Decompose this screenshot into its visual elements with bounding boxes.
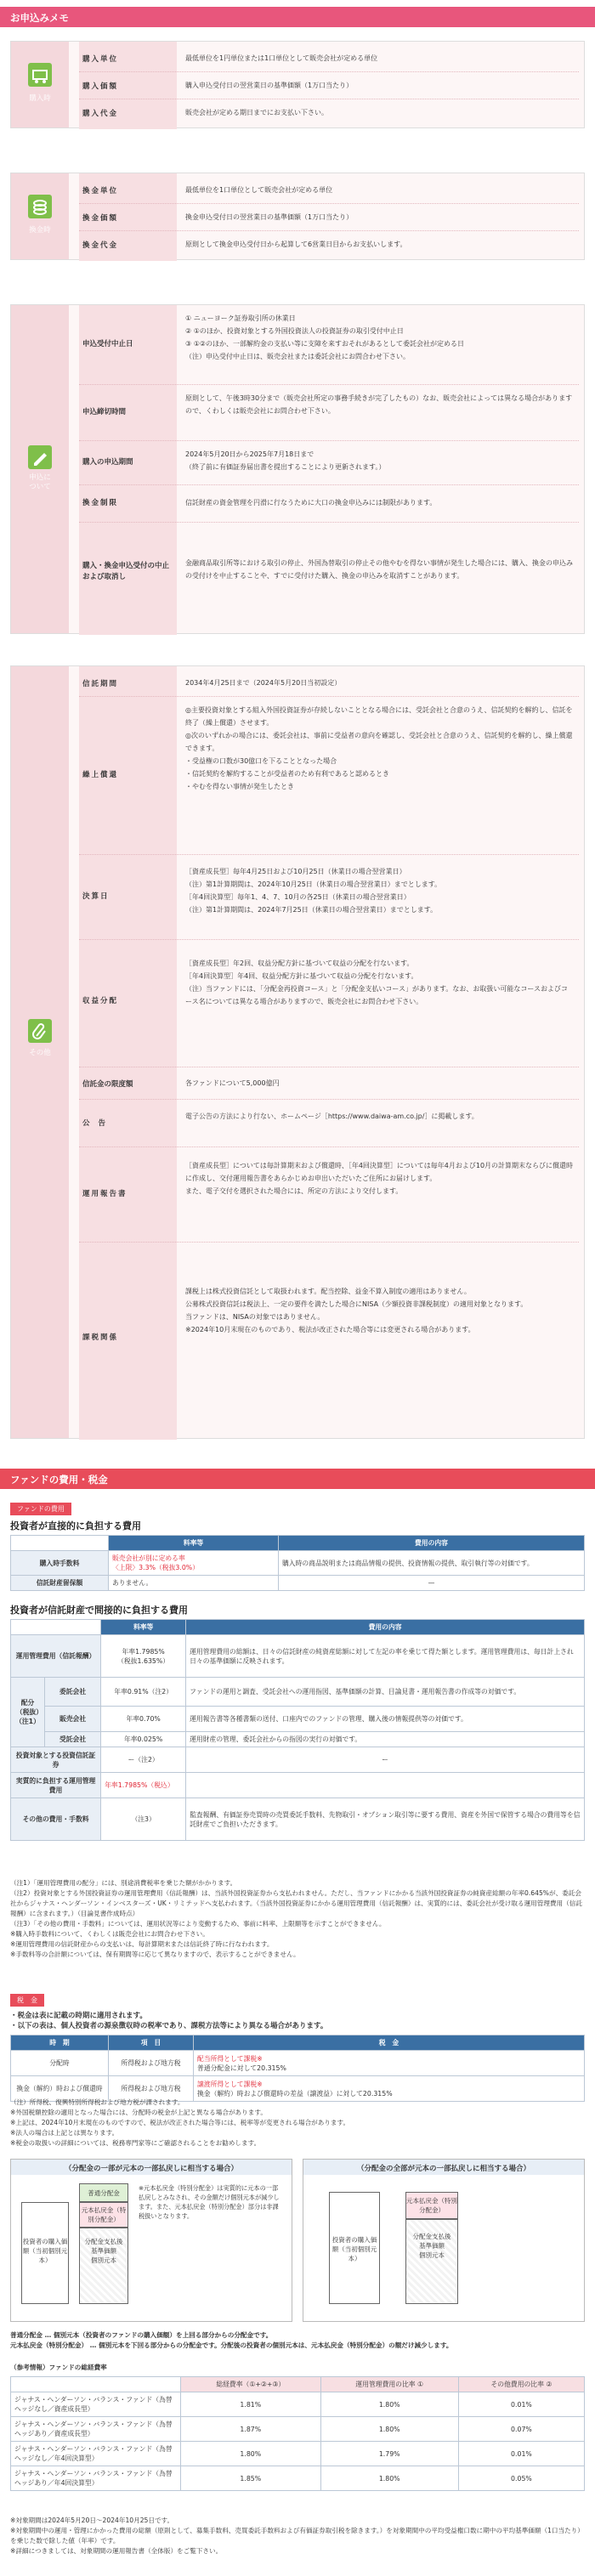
purchase-section bbox=[10, 41, 585, 128]
direct-fees-table: 料率等 費用の内容 購入時手数料 販売会社が別に定める率 〈上限〉3.3%（税抜3.0%） 購入時の商品説明または商品情報の提供、投資情報の提供、取引執行等の対価です。 信託財産留保額 ありません。 — bbox=[10, 1535, 585, 1591]
tax-notes: （注）所得税、復興特別所得税および地方税が課されます。 ※外国税額控除の適用となった場合には、分配時の税金が上記と異なる場合があります。 ※上記は、2024年10月末現在のものですので、税法が改正された場合等には、税率等が変更される場合があります。 ※法人の場合は上記とは異なります。 ※税金の取扱いの詳細については、税務専門家等にご確認されることをお勧めします。 bbox=[10, 2098, 350, 2147]
other-row-settlement: 決算日 ［資産成長型］毎年4月25日および10月25日（休業日の場合翌営業日） （注）第1計算期間は、2024年10月25日（休業日の場合翌営業日）までとします。 ［年4回決算型］毎年1、4、7、10月の各25日（休業日の場合翌営業日） （注）第1計算期間は、2024年7月25日（休業日の場合翌営業日）までとします。 bbox=[79, 855, 579, 940]
other-icon-column bbox=[11, 666, 69, 1438]
table-row: 分配時 所得税および地方税 配当所得として課税※ 普通分配金に対して20.315% bbox=[11, 2051, 585, 2076]
table-row: 実質的に負担する運用管理費用 年率1.7985%（税込） bbox=[11, 1773, 585, 1798]
table-row: 投資対象とする投資信託証券 ー（注2） ー bbox=[11, 1747, 585, 1773]
purchase-fee-rate: 販売会社が別に定める率 〈上限〉3.3%（税抜3.0%） bbox=[112, 1554, 199, 1571]
application-label: 申込に ついて bbox=[29, 473, 51, 491]
ref-notes: ※対象期間は2024年5月20日～2024年10月25日です。 ※対象期間中の運用・管理にかかった費用の総額（原則として、募集手数料、売買委託手数料および有価証券取引税を除きます。）を対象期間中の平均受益権口数に期中の平均基準価額（1口当たり）を乗じた数で除した値（年率）です。 ※詳細につきましては、対象期間の運用報告書（全体版）をご覧下さい。 bbox=[10, 2517, 584, 2555]
application-icon-column bbox=[11, 305, 69, 633]
distribution-diagram-partial: （分配金の一部が元本の一部払戻しに相当する場合） 投資者の購入価額（当初個別元本） 普通分配金 元本払戻金（特別分配金） 分配金支払後 基準価額 個別元本 ※元本払戻金（特別分配金）は実質的に元本の一部払戻しとみなされ、その金額だけ個別元本が減少します。また、元本払戻金（特別分配金）部分は非課税扱いとなります。 bbox=[10, 2159, 292, 2322]
application-section bbox=[10, 304, 585, 634]
other-row-distribution: 収益分配 ［資産成長型］年2回、収益分配方針に基づいて収益の分配を行ないます。 ［年4回決算型］年4回、収益分配方針に基づいて収益の分配を行ないます。 （注）当ファンドには、「分配金再投資コース」と「分配金支払いコース」があります。なお、お取扱い可能なコースおよびコース名については異なる場合がありますので、販売会社にお問合わせ下さい。 bbox=[79, 940, 579, 1067]
application-row-period: 購入の申込期間 2024年5月20日から2025年7月18日まで （終了前に有価証券届出書を提出することにより更新されます。） bbox=[79, 441, 579, 485]
post-distribution-box: 分配金支払後 基準価額 個別元本 bbox=[79, 2228, 128, 2304]
table-row: 換金（解約）時および償還時 所得税および地方税 譲渡所得として課税※ 換金（解約）時および償還時の差益（譲渡益）に対して20.315% bbox=[11, 2076, 585, 2102]
table-row: 受託会社 年率0.025% 運用財産の管理、委託会社からの指図の実行の対価です。 bbox=[11, 1732, 585, 1747]
fees-tag: ファンドの費用 bbox=[10, 1503, 71, 1515]
application-row-cutoff: 申込締切時間 原則として、午後3時30分まで（販売会社所定の事務手続きが完了したもの）なお、販売会社によっては異なる場合がありますので、くわしくは販売会社にお問合わせ下さい。 bbox=[79, 385, 579, 441]
other-row-notice: 公告 電子公告の方法により行ない、ホームページ［https://www.daiwa-am.co.jp/］に掲載します。 bbox=[79, 1100, 579, 1147]
other-row-early-redemption: 繰上償還 ◎主要投資対象とする組入外国投資証券が存続しないこととなる場合には、受託会社と合意のうえ、信託契約を解約し、信託を終了（繰上償還）させます。 ◎次のいずれかの場合には、委託会社は、事前に受益者の意向を確認し、受託会社と合意のうえ、信託契約を解約し、繰上償還できます。 ・受益権の口数が30億口を下ることとなった場合 ・信託契約を解約することが受益者のため有利であると認めるとき ・やむを得ない事情が発生したとき bbox=[79, 697, 579, 855]
application-row-cancel: 購入・換金申込受付の中止および取消し 金融商品取引所等における取引の停止、外国為替取引の停止その他やむを得ない事情が発生した場合には、購入、換金の申込みの受付けを中止することや、すでに受付けた購入、換金の申込みを取消すことがあります。 bbox=[82, 559, 573, 581]
tax-intro: ・税金は表に記載の時期に適用されます。 ・以下の表は、個人投資者の源泉徴収時の税率であり、課税方法等により異なる場合があります。 bbox=[10, 2012, 328, 2030]
redemption-section bbox=[10, 173, 585, 260]
tax-tag: 税 金 bbox=[10, 1994, 44, 2007]
other-row-tax: 課税関係 課税上は株式投資信託として取扱われます。配当控除、益金不算入制度の適用はありません。 公募株式投資信託は税法上、一定の要件を満たした場合にNISA（少額投資非課税制度）の適用対象となります。 当ファンドは、NISAの対象ではありません。 ※2024年10月末現在のものであり、税法が改正された場合等には変更される場合があります。 bbox=[82, 1288, 528, 1342]
shopping-cart-icon bbox=[28, 63, 52, 87]
purchase-row-payment: 購入代金 販売会社が定める期日までにお支払い下さい。 bbox=[82, 109, 328, 118]
table-row: ジャナス・ヘンダーソン・バランス・ファンド（為替ヘッジあり／資産成長型） 1.87% 1.80% 0.07% bbox=[11, 2417, 585, 2442]
table-row: 信託財産留保額 ありません。 — bbox=[11, 1576, 585, 1591]
direct-fees-title: 投資者が直接的に負担する費用 bbox=[10, 1520, 141, 1531]
other-section bbox=[10, 665, 585, 1439]
memo-title: お申込みメモ bbox=[0, 7, 595, 27]
table-row: 運用管理費用（信託報酬） 年率1.7985% （税抜1.635%） 運用管理費用の総額は、日々の信託財産の純資産総額に対して左記の率を乗じて得た額とします。運用管理費用は、毎日計上され日々の基準価額に反映されます。 bbox=[11, 1635, 585, 1678]
fee-notes: （注1）「運用管理費用の配分」には、別途消費税率を乗じた額がかかります。 （注2）投資対象とする外国投資証券の運用管理費用（信託報酬）は、当該外国投資証券から支払われません。ただし、当ファンドにかかる当該外国投資証券の純資産総額の年率0.645%が、委託会社からジャナス・ヘンダーソン・インベスターズ・UK・リミテッドへ支払われます。（当該外国投資証券にかかる運用管理費用（信託報酬）は、実質的には、委託会社が受け取る運用管理費用（信託報酬）に含まれます。）（目論見書作成時点） （注3）「その他の費用・手数料」については、運用状況等により変動するため、事前に料率、上限額等を示すことができません。 ※購入時手数料について、くわしくは販売会社にお問合わせ下さい。 ※運用管理費用の信託財産からの支払いは、毎計算期末または信託終了時に行なわれます。 ※手数料等の合計額については、保有期間等に応じて異なりますので、表示することができません。 bbox=[10, 1879, 582, 1958]
table-row: ジャナス・ヘンダーソン・バランス・ファンド（為替ヘッジあり／年4回決算型） 1.85% 1.80% 0.05% bbox=[11, 2466, 585, 2491]
purchase-row-unit: 購入単位 最低単位を1円単位または1口単位として販売会社が定める単位 bbox=[79, 45, 579, 72]
indirect-fees-title: 投資者が信託財産で間接的に負担する費用 bbox=[10, 1605, 188, 1616]
ref-title: （参考情報）ファンドの総経費率 bbox=[10, 2364, 107, 2371]
fees-title: ファンドの費用・税金 bbox=[0, 1469, 595, 1489]
redemption-row-proceeds: 換金代金 原則として換金申込受付日から起算して6営業日目からお支払いします。 bbox=[82, 241, 407, 250]
other-label: その他 bbox=[29, 1049, 51, 1057]
other-row-trust-limit: 信託金の限度額 各ファンドについて5,000億円 bbox=[79, 1067, 579, 1100]
purchase-row-price: 購入価額 購入申込受付日の翌営業日の基準価額（1万口当たり） bbox=[79, 72, 579, 99]
indirect-fees-table: 料率等 費用の内容 運用管理費用（信託報酬） 年率1.7985% （税抜1.635%） 運用管理費用の総額は、日々の信託財産の純資産総額に対して左記の率を乗じて得た額とします。運用管理費用は、毎日計上され日々の基準価額に反映されます。 配分（税抜）（注1） 委託会社 年率0.91%（注2） ファンドの運用と調査、受託会社への運用指図、基準価額の計算、目論見書・運用報告書の作成等の対価です。 販売会社 年率0.70% 運用報告書等各種書類の送付、口座内でのファンドの管理、購入後の情報提供等の対価です。 受託会社 年率0.025% 運用財産の管理、委託会社からの指図の実行の対価です。 投資対象とする投資信託証券 ー（注2） ー 実質的に負担する運用管理費用 年率1.7985%（税込） その他の費用・手数料 （注3） 監査報酬、有価証券売買時の売買委託手数料、先物取引・オプション取引等に要する費用、資産を外国で保管する場合の費用等を信託財産でご負担いただきます。 bbox=[10, 1619, 585, 1841]
other-row-term: 信託期間 2034年4月25日まで（2024年5月20日当初設定） bbox=[79, 670, 579, 697]
table-row: ジャナス・ヘンダーソン・バランス・ファンド（為替ヘッジなし／資産成長型） 1.81% 1.80% 0.01% bbox=[11, 2392, 585, 2417]
table-row: 購入時手数料 販売会社が別に定める率 〈上限〉3.3%（税抜3.0%） 購入時の商品説明または商品情報の提供、投資情報の提供、取引執行等の対価です。 bbox=[11, 1551, 585, 1576]
diagram-side-note: ※元本払戻金（特別分配金）は実質的に元本の一部払戻しとみなされ、その金額だけ個別元本が減少します。また、元本払戻金（特別分配金）部分は非課税扱いとなります。 bbox=[139, 2184, 280, 2220]
purchase-icon-column bbox=[11, 42, 69, 127]
distribution-diagram-full: （分配金の全部が元本の一部払戻しに相当する場合） 投資者の購入価額（当初個別元本） 元本払戻金（特別分配金） 分配金支払後 基準価額 個別元本 bbox=[303, 2159, 585, 2322]
expense-ratio-table: 総経費率（①+②+③） 運用管理費用の比率 ① その他費用の比率 ② ジャナス・ヘンダーソン・バランス・ファンド（為替ヘッジなし／資産成長型） 1.81% 1.80% 0.01% ジャナス・ヘンダーソン・バランス・ファンド（為替ヘッジあり／資産成長型） 1.87% 1.80% 0.07% ジャナス・ヘンダーソン・バランス・ファンド（為替ヘッジなし／年4回決算型） 1.80% 1.79% 0.01% ジャナス・ヘンダーソン・バランス・ファンド（為替ヘッジあり／年4回決算型） 1.85% 1.80% 0.05% bbox=[10, 2376, 585, 2491]
redemption-icon-column bbox=[11, 173, 69, 259]
other-row-report: 運用報告書 ［資産成長型］については毎計算期末および償還時、［年4回決算型］については毎年4月および10月の計算期末ならびに償還時に作成し、交付運用報告書をあらかじめお申出いただいたご住所にお届けします。 また、電子交付を選択された場合には、所定の方法により交付します。 bbox=[79, 1147, 579, 1243]
coins-icon bbox=[28, 195, 52, 218]
table-row: 販売会社 年率0.70% 運用報告書等各種書類の送付、口座内でのファンドの管理、購入後の情報提供等の対価です。 bbox=[11, 1707, 585, 1732]
application-row-suspension-days: 申込受付中止日 ① ニューヨーク証券取引所の休業日 ② ①のほか、投資対象とする外国投資法人の投資証券の取引受付中止日 ③ ①②のほか、一部解約金の支払い等に支障を来すおそれがあるとして委託会社が定める日 （注）申込受付中止日は、販売会社または委託会社にお問合わせ下さい。 bbox=[79, 309, 579, 385]
redemption-label: 換金時 bbox=[29, 226, 51, 235]
table-row: 配分（税抜）（注1） 委託会社 年率0.91%（注2） ファンドの運用と調査、受託会社への運用指図、基準価額の計算、目論見書・運用報告書の作成等の対価です。 bbox=[11, 1678, 585, 1707]
application-row-limit: 換金制限 信託財産の資金管理を円滑に行なうために大口の換金申込みには制限があります。 bbox=[79, 485, 579, 523]
pen-icon bbox=[28, 445, 52, 469]
table-row: その他の費用・手数料 （注3） 監査報酬、有価証券売買時の売買委託手数料、先物取引・オプション取引等に要する費用、資産を外国で保管する場合の費用等を信託財産でご負担いただきます。 bbox=[11, 1798, 585, 1841]
diagram-notes: 普通分配金 … 個別元本（投資者のファンドの購入価額）を上回る部分からの分配金です。 元本払戻金（特別分配金） … 個別元本を下回る部分からの分配金です。分配後の投資者の個別元本は、元本払戻金（特別分配金）の額だけ減少します。 bbox=[10, 2331, 453, 2349]
tax-table: 時 期 項 目 税 金 分配時 所得税および地方税 配当所得として課税※ 普通分配金に対して20.315% 換金（解約）時および償還時 所得税および地方税 譲渡所得として課税※ 換金（解約）時および償還時の差益（譲渡益）に対して20.315% bbox=[10, 2035, 585, 2102]
redemption-row-price: 換金価額 換金申込受付日の翌営業日の基準価額（1万口当たり） bbox=[79, 204, 579, 231]
table-row: ジャナス・ヘンダーソン・バランス・ファンド（為替ヘッジなし／年4回決算型） 1.80% 1.79% 0.01% bbox=[11, 2442, 585, 2466]
redemption-row-unit: 換金単位 最低単位を1口単位として販売会社が定める単位 bbox=[79, 177, 579, 204]
post-distribution-box-2: 分配金支払後 基準価額 個別元本 bbox=[405, 2219, 458, 2304]
paperclip-icon bbox=[28, 1019, 52, 1043]
purchase-label: 購入時 bbox=[29, 94, 51, 103]
